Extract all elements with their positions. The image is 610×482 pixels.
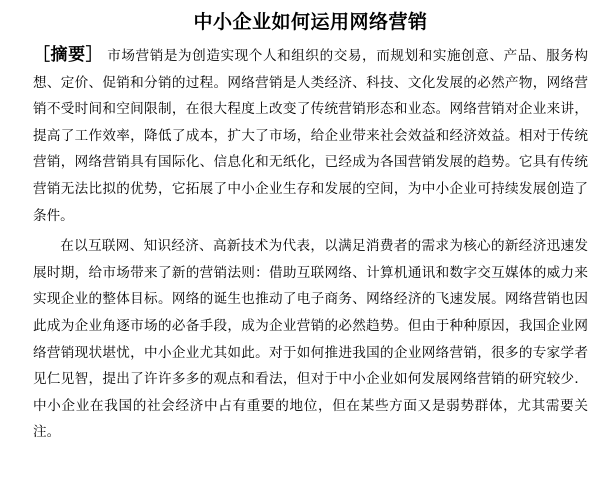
abstract-text: 市场营销是为创造实现个人和组织的交易，而规划和实施创意、产品、服务构想、定价、促销和分销的过程。网络营销是人类经济、科技、文化发展的必然产物，网络营销不受时间和空间限制，在很大程度上改变了传统营销形态和业态。网络营销对企业来讲，提高了工作效率，降低了成本，扩大了市场，给企业带来社会效益和经济效益。相对于传统营销，网络营销具有国际化、信息化和无纸化，已经成为各国营销发展的趋势。它具有传统营销无法比拟的优势，它拓展了中小企业生存和发展的空间，为中小企业可持续发展创造了条件。 xyxy=(33,48,588,224)
abstract-paragraph xyxy=(33,42,588,229)
body-paragraph: 在以互联网、知识经济、高新技术为代表，以满足消费者的需求为核心的新经济迅速发展时期，给市场带来了新的营销法则：借助互联网络、计算机通讯和数字交互媒体的威力来实现企业的整体目标。网络的诞生也推动了电子商务、网络经济的飞速发展。网络营销也因此成为企业角逐市场的必备手段，成为企业营销的必然趋势。但由于种种原因，我国企业网络营销现状堪忧，中小企业尤其如此。对于如何推进我国的企业网络营销，很多的专家学者见仁见智，提出了许许多多的观点和看法，但对于中小企业如何发展网络营销的研究较少．中小企业在我国的社会经济中占有重要的地位，但在某些方面又是弱势群体，尤其需要关注。 xyxy=(33,238,588,441)
abstract-label: ［摘要］ xyxy=(33,45,104,65)
document-title: 中小企业如何运用网络营销 xyxy=(193,11,428,33)
